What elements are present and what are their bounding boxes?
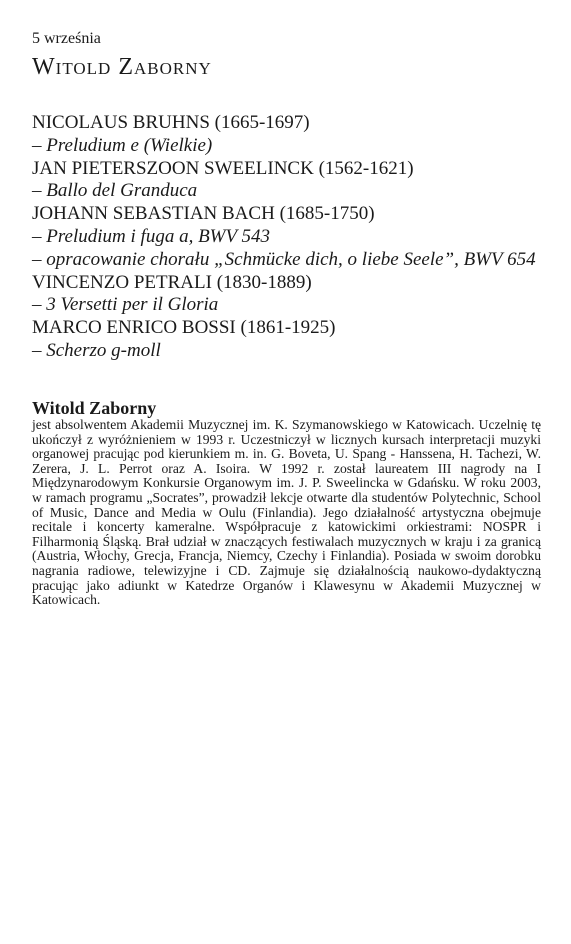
work-title: – Preludium e (Wielkie) — [32, 134, 213, 156]
work-title: – Ballo del Granduca — [32, 180, 198, 202]
composer-line — [32, 112, 542, 135]
composer-name: NICOLAUS BRUHNS — [32, 112, 210, 133]
composer-dates: (1861-1925) — [240, 317, 336, 339]
composer-line — [32, 272, 542, 295]
composer-dates: (1830-1889) — [216, 271, 312, 293]
biography-section — [32, 398, 541, 608]
composer-line — [32, 203, 542, 226]
composer-dates: (1685-1750) — [279, 203, 375, 225]
biography-text: jest absolwentem Akademii Muzycznej im. K. Szymanowskiego w Katowicach. Uczelnię tę ukończył z wyróżnieniem w 1993 r. Uczestniczył w licznych kursach interpretacji muzyki organowej pracując pod kierunkiem m. in. G. Boveta, U. Spang - Hanssena, H. Tachezi, W. Zerera, J. L. Perrot oraz A. Isoira. W 1992 r. został laureatem III nagrody na I Międzynarodowym Konkursie Organowym im. J. P. Sweelincka w Gdańsku. W roku 2003, w ramach programu „Socrates”, prowadził lekcje otwarte dla studentów Polytechnic, School of Music, Dance and Media w Oulu (Finlandia). Jego działalność artystyczna obejmuje recitale i koncerty kameralne. Współpracuje z katowickimi orkiestrami: NOSPR i Filharmonią Śląską. Brał udział w znaczących festiwalach muzycznych w kraju i za granicą (Austria, Włochy, Grecja, Francja, Niemcy, Czechy i Finlandia). Posiada w swoim dorobku nagrania radiowe, telewizyjne i CD. Zajmuje się działalnością naukowo-dydaktyczną pracując jako adiunkt w Katedrze Organów i Klawesynu w Akademii Muzycznej w Katowicach. — [32, 417, 541, 608]
composer-dates: (1562-1621) — [318, 157, 414, 179]
work-title: – Preludium i fuga a, BWV 543 — [32, 225, 271, 247]
composer-dates: (1665-1697) — [214, 112, 310, 133]
composer-name: JAN PIETERSZOON SWEELINCK — [32, 157, 314, 179]
composer-name: JOHANN SEBASTIAN BACH — [32, 203, 275, 225]
composer-name: MARCO ENRICO BOSSI — [32, 317, 236, 339]
composer-line — [32, 317, 542, 340]
work-title: – Scherzo g-moll — [32, 339, 161, 361]
composer-name: VINCENZO PETRALI — [32, 271, 212, 293]
concert-program — [32, 112, 542, 363]
concert-date: 5 września — [32, 30, 101, 47]
performer-name: Witold Zaborny — [32, 54, 212, 80]
work-title: – opracowanie chorału „Schmücke dich, o liebe Seele”, BWV 654 — [32, 248, 536, 270]
composer-line — [32, 158, 542, 181]
work-title: – 3 Versetti per il Gloria — [32, 294, 219, 316]
biography-heading: Witold Zaborny — [32, 398, 157, 418]
